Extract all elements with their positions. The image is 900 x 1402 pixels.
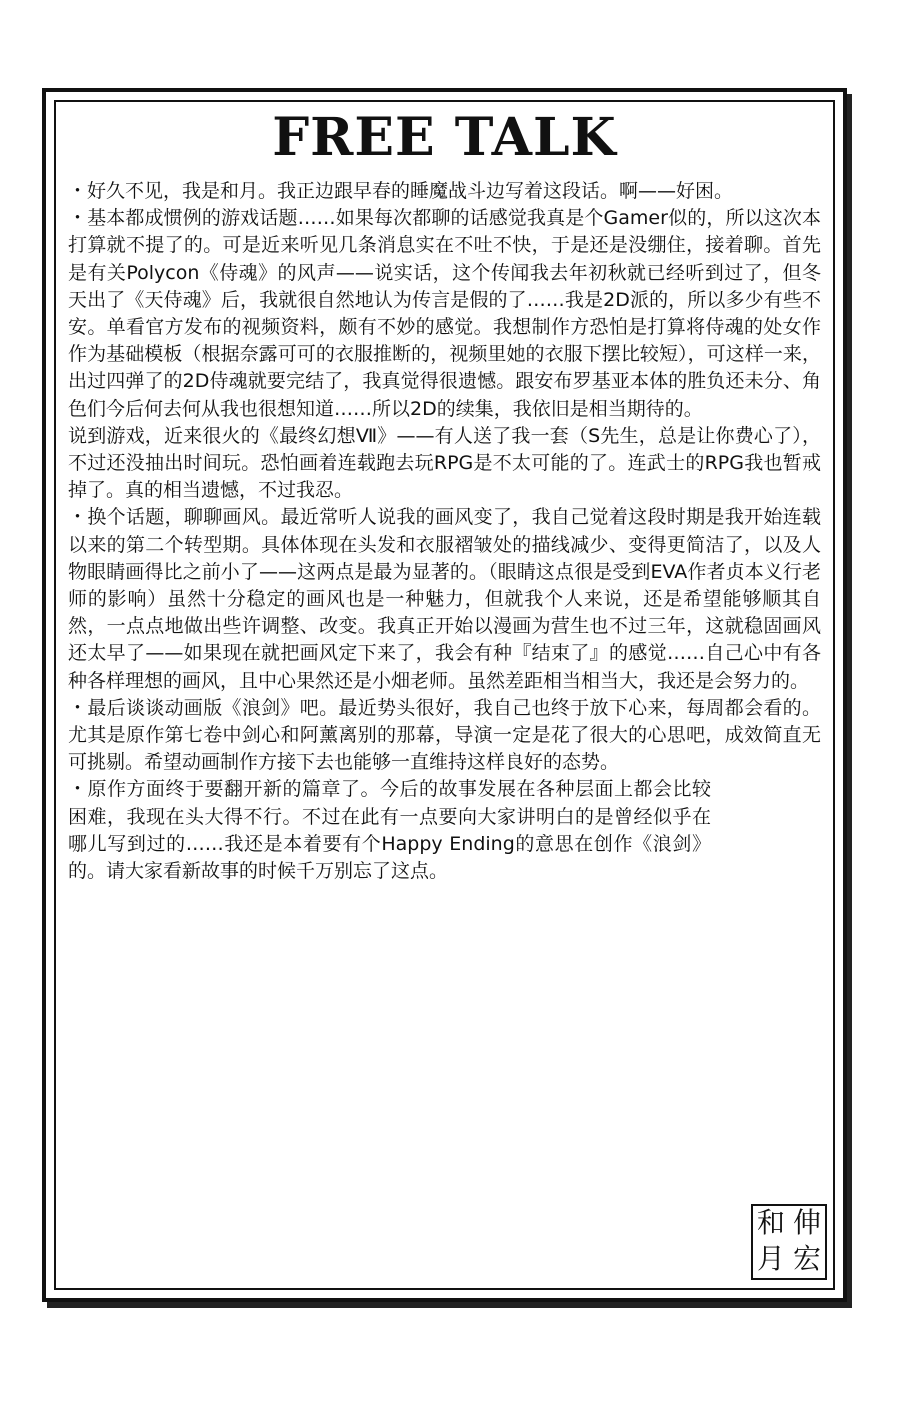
page-title: FREE TALK — [272, 107, 617, 168]
seal-char: 伸 — [792, 1206, 821, 1239]
seal-char: 月 — [756, 1242, 785, 1275]
paragraph: ・最后谈谈动画版《浪剑》吧。最近势头很好，我自己也终于放下心来，每周都会看的。尤其是原作第七卷中剑心和阿薰离别的那幕，导演一定是花了很大的心思吧，成效简直无可挑剔。希望动画制作方接下去也能够一直维持这样良好的态势。 — [68, 696, 821, 774]
seal-char: 宏 — [792, 1242, 821, 1275]
paragraph: ・基本都成惯例的游戏话题……如果每次都聊的话感觉我真是个Gamer似的，所以这次本打算就不提了的。可是近来听见几条消息实在不吐不快，于是还是没绷住，接着聊。首先是有关Polycon《侍魂》的风声——说实话，这个传闻我去年初秋就已经听到过了，但冬天出了《天侍魂》后，我就很自然地认为传言是假的了……我是2D派的，所以多少有些不安。单看官方发布的视频资料，颇有不妙的感觉。我想制作方恐怕是打算将侍魂的处女作作为基础模板（根据奈露可可的衣服推断的，视频里她的衣服下摆比较短），可这样一来，出过四弹了的2D侍魂就要完结了，我真觉得很遗憾。跟安布罗基亚本体的胜负还未分、角色们今后何去何从我也很想知道……所以2D的续集，我依旧是相当期待的。 — [68, 207, 821, 420]
seal-char: 和 — [756, 1206, 785, 1239]
paragraph: ・换个话题，聊聊画风。最近常听人说我的画风变了，我自己觉着这段时期是我开始连载以来的第二个转型期。具体体现在头发和衣服褶皱处的描线减少、变得更简洁了，以及人物眼睛画得比之前小了——这两点是最为显著的。（眼睛这点很是受到EVA作者贞本义行老师的影响）虽然十分稳定的画风也是一种魅力，但就我个人来说，还是希望能够顺其自然，一点点地做出些许调整、改变。我真正开始以漫画为营生也不过三年，这就稳固画风还太早了——如果现在就把画风定下来了，我会有种『结束了』的感觉……自己心中有各种各样理想的画风，且中心果然还是小畑老师。虽然差距相当相当大，我还是会努力的。 — [68, 506, 821, 692]
free-talk-body — [68, 178, 821, 885]
author-seal-stamp — [751, 1204, 827, 1280]
paragraph: 说到游戏，近来很火的《最终幻想Ⅶ》——有人送了我一套（S先生，总是让你费心了），不过还没抽出时间玩。恐怕画着连载跑去玩RPG是不太可能的了。连武士的RPG我也暂戒掉了。真的相当遗憾，不过我忍。 — [68, 424, 821, 502]
free-talk-frame — [42, 88, 847, 1302]
paragraph: ・原作方面终于要翻开新的篇章了。今后的故事发展在各种层面上都会比较困难，我现在头大得不行。不过在此有一点要向大家讲明白的是曾经似乎在哪儿写到过的……我还是本着要有个Happy Ending的意思在创作《浪剑》的。请大家看新故事的时候千万别忘了这点。 — [68, 778, 711, 883]
paragraph: ・好久不见，我是和月。我正边跟早春的睡魔战斗边写着这段话。啊——好困。 — [68, 180, 734, 202]
